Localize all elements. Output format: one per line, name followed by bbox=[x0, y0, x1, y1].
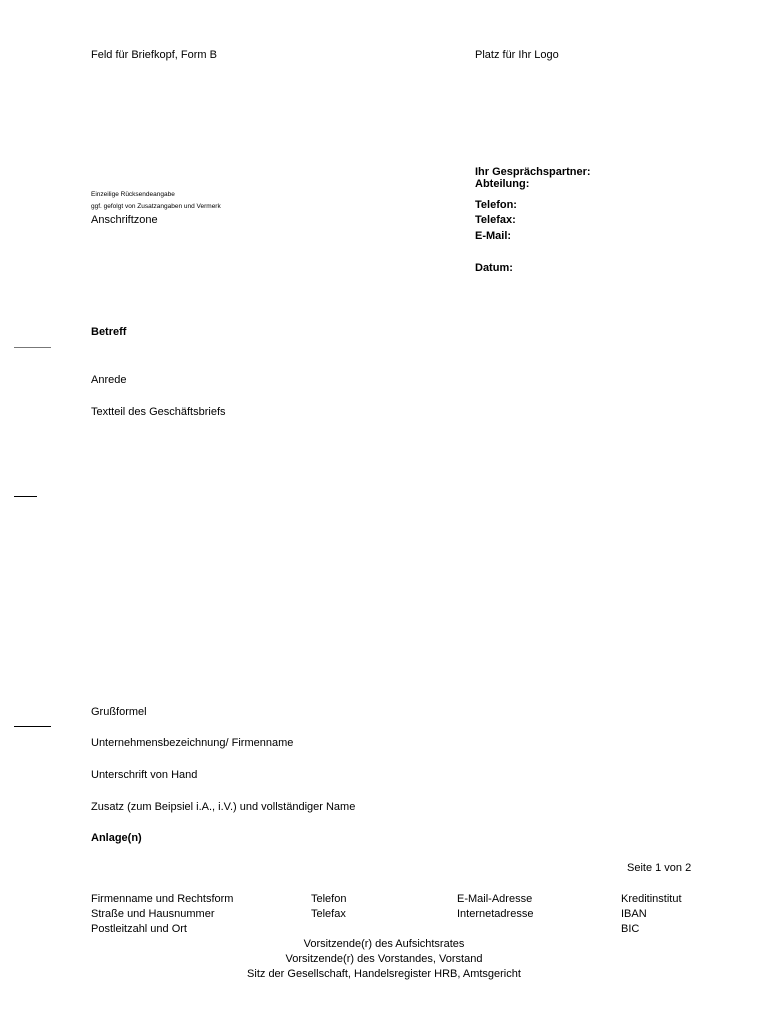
logo-placeholder: Platz für Ihr Logo bbox=[475, 49, 559, 61]
footer-bank: Kreditinstitut bbox=[621, 893, 682, 905]
department-label: Abteilung: bbox=[475, 178, 530, 190]
phone-label: Telefon: bbox=[475, 199, 517, 211]
signatory-name: Zusatz (zum Beipsiel i.A., i.V.) und vollständiger Name bbox=[91, 801, 356, 813]
footer-supervisory-board: Vorsitzende(r) des Aufsichtsrates bbox=[303, 938, 465, 950]
footer-registry: Sitz der Gesellschaft, Handelsregister HRB, Amtsgericht bbox=[247, 968, 521, 980]
footer-iban: IBAN bbox=[621, 908, 647, 920]
fold-mark-top bbox=[14, 347, 51, 348]
footer-city: Postleitzahl und Ort bbox=[91, 923, 187, 935]
return-address-note: ggf. gefolgt von Zusatzangaben und Vermerk bbox=[91, 203, 221, 210]
body-text: Textteil des Geschäftsbriefs bbox=[91, 406, 226, 418]
footer-company: Firmenname und Rechtsform bbox=[91, 893, 234, 905]
contact-person-label: Ihr Gesprächspartner: bbox=[475, 166, 591, 178]
footer-bic: BIC bbox=[621, 923, 640, 935]
letterhead-field: Feld für Briefkopf, Form B bbox=[91, 49, 217, 61]
punch-mark bbox=[14, 496, 37, 497]
footer-fax: Telefax bbox=[311, 908, 346, 920]
handwritten-signature: Unterschrift von Hand bbox=[91, 769, 198, 781]
salutation: Anrede bbox=[91, 374, 127, 386]
footer-email: E-Mail-Adresse bbox=[457, 893, 533, 905]
attachments: Anlage(n) bbox=[91, 832, 142, 844]
date-label: Datum: bbox=[475, 262, 513, 274]
company-name: Unternehmensbezeichnung/ Firmenname bbox=[91, 737, 294, 749]
subject: Betreff bbox=[91, 326, 127, 338]
footer-website: Internetadresse bbox=[457, 908, 534, 920]
return-address-line: Einzeilige Rücksendeangabe bbox=[91, 191, 175, 198]
page-number: Seite 1 von 2 bbox=[627, 862, 692, 874]
footer-phone: Telefon bbox=[311, 893, 347, 905]
closing-greeting: Grußformel bbox=[91, 706, 147, 718]
fold-mark-bottom bbox=[14, 726, 51, 727]
footer-street: Straße und Hausnummer bbox=[91, 908, 215, 920]
email-label: E-Mail: bbox=[475, 230, 512, 242]
fax-label: Telefax: bbox=[475, 214, 516, 226]
footer-executive-board: Vorsitzende(r) des Vorstandes, Vorstand bbox=[285, 953, 483, 965]
address-zone: Anschriftzone bbox=[91, 214, 158, 226]
